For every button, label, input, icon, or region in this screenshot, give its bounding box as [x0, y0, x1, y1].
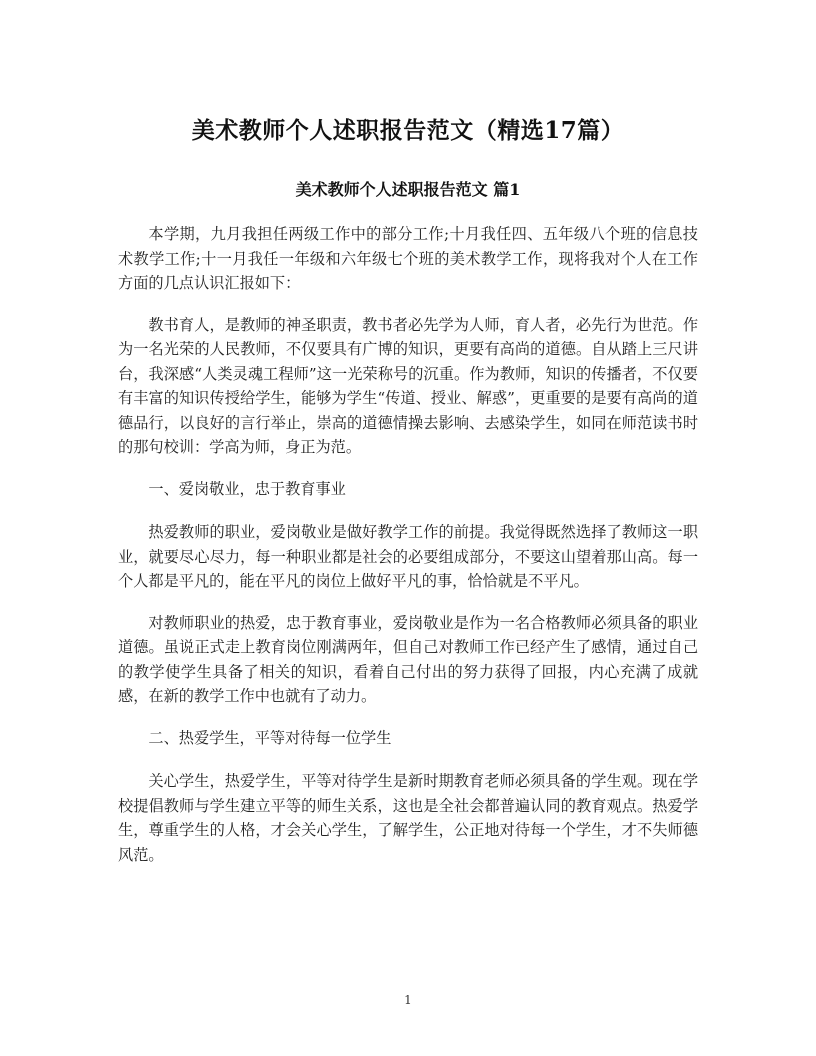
paragraph-love-profession: 热爱教师的职业，爱岗敬业是做好教学工作的前提。我觉得既然选择了教师这一职业，就要尽心尽力，每一种职业都是社会的必要组成部分，不要这山望着那山高。每一个人都是平凡的，能在平凡的岗位上做好平凡的事，恰恰就是不平凡。 — [118, 523, 698, 590]
paragraph-student-view: 关心学生，热爱学生，平等对待学生是新时期教育老师必须具备的学生观。现在学校提倡教师与学生建立平等的师生关系，这也是全社会都普遍认同的教育观点。热爱学生，尊重学生的人格，才会关心学生，了解学生，公正地对待每一个学生，才不失师德风范。 — [118, 772, 698, 864]
section-title: 美术教师个人述职报告范文 篇1 — [295, 180, 521, 199]
paragraph-teaching-duty: 教书育人，是教师的神圣职责，教书者必先学为人师，育人者，必先行为世范。作为一名光荣的人民教师，不仅要具有广博的知识，更要有高尚的道德。自从踏上三尺讲台，我深感“人类灵魂工程师”这一光荣称号的沉重。作为教师，知识的传播者，不仅要有丰富的知识传授给学生，能够为学生“传道、授业、解惑”，更重要的是要有高尚的道德品行，以良好的言行举止，崇高的道德情操去影响、去感染学生，如同在师范读书时的那句校训：学高为师，身正为范。 — [118, 315, 698, 456]
document-title: 美术教师个人述职报告范文（精选17篇） — [191, 117, 625, 144]
page-number: 1 — [404, 993, 412, 1007]
paragraph-professional-ethics: 对教师职业的热爱，忠于教育事业，爱岗敬业是作为一名合格教师必须具备的职业道德。虽说正式走上教育岗位刚满两年，但自己对教师工作已经产生了感情，通过自己的教学使学生具备了相关的知识，看着自己付出的努力获得了回报，内心充满了成就感，在新的教学工作中也就有了动力。 — [118, 613, 698, 705]
document-body — [118, 222, 698, 884]
subheading-love-students: 二、热爱学生，平等对待每一位学生 — [148, 728, 392, 747]
paragraph-intro: 本学期，九月我担任两级工作中的部分工作;十月我任四、五年级八个班的信息技术教学工作;十一月我任一年级和六年级七个班的美术教学工作，现将我对个人在工作方面的几点认识汇报如下： — [118, 225, 698, 292]
subheading-dedication: 一、爱岗敬业，忠于教育事业 — [148, 479, 346, 498]
